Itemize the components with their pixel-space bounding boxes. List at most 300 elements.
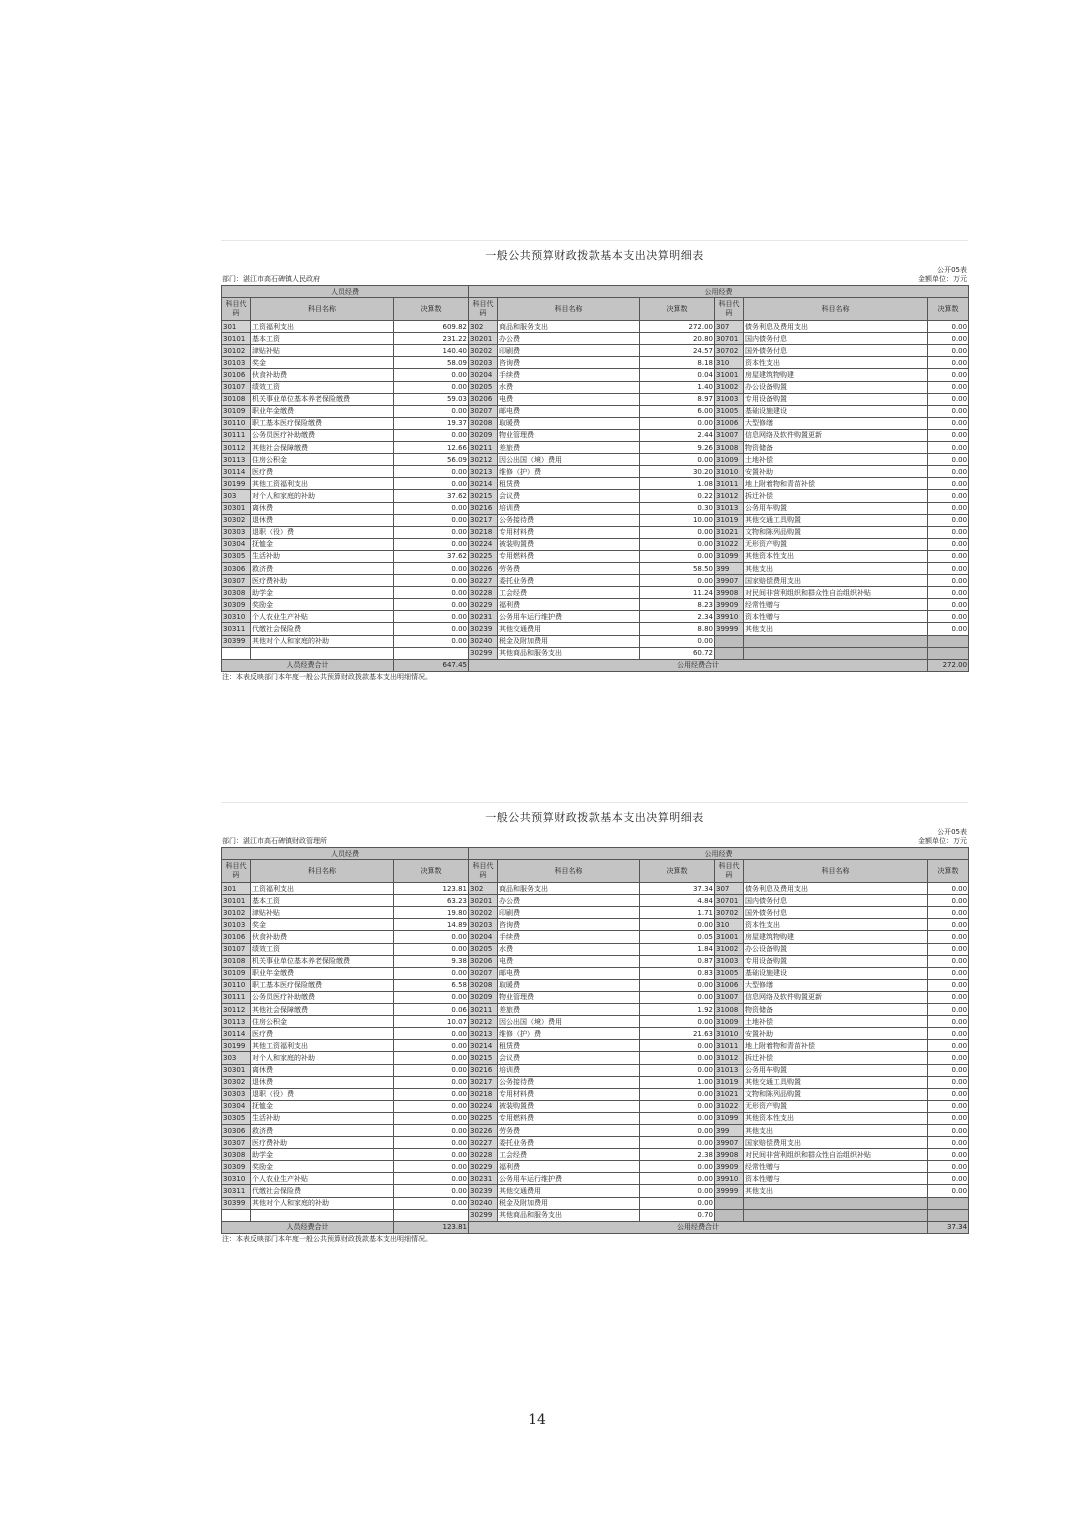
item-amount: 0.00 bbox=[394, 1040, 469, 1052]
item-name: 住房公积金 bbox=[251, 1016, 394, 1028]
item-name: 工资福利支出 bbox=[251, 321, 394, 333]
item-amount: 0.00 bbox=[928, 562, 969, 574]
item-amount bbox=[928, 1209, 969, 1221]
unit-label: 金额单位：万元 bbox=[918, 837, 967, 845]
item-amount: 14.89 bbox=[394, 919, 469, 931]
item-code: 30229 bbox=[469, 1161, 498, 1173]
item-name: 离休费 bbox=[251, 502, 394, 514]
item-amount: 0.00 bbox=[928, 1040, 969, 1052]
item-name: 办公费 bbox=[498, 895, 640, 907]
item-code: 30106 bbox=[222, 931, 251, 943]
item-code: 30205 bbox=[469, 943, 498, 955]
item-amount: 11.24 bbox=[640, 587, 715, 599]
item-amount: 140.40 bbox=[394, 345, 469, 357]
item-name: 奖励金 bbox=[251, 599, 394, 611]
item-name: 咨询费 bbox=[498, 357, 640, 369]
item-amount: 0.00 bbox=[394, 575, 469, 587]
table-row bbox=[222, 466, 969, 478]
item-amount: 0.00 bbox=[928, 1112, 969, 1124]
item-name: 地上附着物和青苗补偿 bbox=[744, 1040, 928, 1052]
item-code: 31099 bbox=[715, 550, 744, 562]
item-amount: 1.00 bbox=[640, 1076, 715, 1088]
item-amount: 37.62 bbox=[394, 550, 469, 562]
item-name: 土地补偿 bbox=[744, 1016, 928, 1028]
item-amount: 0.00 bbox=[640, 1040, 715, 1052]
item-amount: 59.03 bbox=[394, 393, 469, 405]
item-amount: 1.84 bbox=[640, 943, 715, 955]
item-name: 专用燃料费 bbox=[498, 550, 640, 562]
item-code: 30217 bbox=[469, 1076, 498, 1088]
header-amount: 决算数 bbox=[394, 860, 469, 883]
item-code: 30213 bbox=[469, 1028, 498, 1040]
item-code: 31010 bbox=[715, 466, 744, 478]
header-code: 科目代码 bbox=[222, 298, 251, 321]
table-row bbox=[222, 502, 969, 514]
item-amount: 0.00 bbox=[640, 1197, 715, 1209]
item-code: 301 bbox=[222, 883, 251, 895]
item-amount: 10.07 bbox=[394, 1016, 469, 1028]
table-row bbox=[222, 1185, 969, 1197]
item-name: 其他商品和服务支出 bbox=[498, 647, 640, 659]
item-amount: 0.05 bbox=[640, 931, 715, 943]
item-name: 职工基本医疗保险缴费 bbox=[251, 979, 394, 991]
table-row bbox=[222, 599, 969, 611]
item-code: 30229 bbox=[469, 599, 498, 611]
item-amount: 0.00 bbox=[928, 357, 969, 369]
table-row bbox=[222, 883, 969, 895]
item-amount: 56.09 bbox=[394, 454, 469, 466]
item-amount: 0.00 bbox=[640, 454, 715, 466]
item-name: 物资储备 bbox=[744, 1004, 928, 1016]
item-code: 30308 bbox=[222, 587, 251, 599]
table-row bbox=[222, 1161, 969, 1173]
item-code: 30227 bbox=[469, 575, 498, 587]
item-amount: 0.00 bbox=[394, 405, 469, 417]
item-name: 奖金 bbox=[251, 357, 394, 369]
item-name: 其他支出 bbox=[744, 1185, 928, 1197]
item-amount: 0.00 bbox=[928, 429, 969, 441]
item-name: 退职（役）费 bbox=[251, 526, 394, 538]
table-row bbox=[222, 478, 969, 490]
item-amount: 0.00 bbox=[928, 466, 969, 478]
item-amount bbox=[394, 647, 469, 659]
item-amount: 0.00 bbox=[640, 1052, 715, 1064]
item-code: 30306 bbox=[222, 562, 251, 574]
item-name: 手续费 bbox=[498, 369, 640, 381]
table-title: 一般公共预算财政拨款基本支出决算明细表 bbox=[485, 811, 704, 824]
item-amount: 0.00 bbox=[394, 1124, 469, 1136]
item-code: 30701 bbox=[715, 895, 744, 907]
item-name: 差旅费 bbox=[498, 1004, 640, 1016]
item-code: 30207 bbox=[469, 405, 498, 417]
item-name: 会议费 bbox=[498, 1052, 640, 1064]
item-code: 39909 bbox=[715, 599, 744, 611]
item-amount: 0.00 bbox=[928, 1149, 969, 1161]
item-code: 30201 bbox=[469, 333, 498, 345]
item-name: 国内债务付息 bbox=[744, 895, 928, 907]
table-row bbox=[222, 967, 969, 979]
table-row bbox=[222, 611, 969, 623]
item-name: 退休费 bbox=[251, 514, 394, 526]
item-amount: 0.00 bbox=[928, 321, 969, 333]
item-amount: 0.00 bbox=[394, 514, 469, 526]
item-code: 30113 bbox=[222, 1016, 251, 1028]
item-amount: 0.00 bbox=[928, 478, 969, 490]
item-code: 30311 bbox=[222, 623, 251, 635]
item-code: 31022 bbox=[715, 1100, 744, 1112]
item-amount: 0.00 bbox=[394, 635, 469, 647]
item-code: 30310 bbox=[222, 611, 251, 623]
item-code: 31019 bbox=[715, 514, 744, 526]
item-amount: 0.00 bbox=[640, 1112, 715, 1124]
item-name: 医疗费补助 bbox=[251, 1137, 394, 1149]
item-amount: 0.00 bbox=[928, 895, 969, 907]
item-code: 30228 bbox=[469, 587, 498, 599]
item-amount: 0.00 bbox=[928, 369, 969, 381]
item-code: 30240 bbox=[469, 1197, 498, 1209]
item-amount: 0.00 bbox=[928, 333, 969, 345]
item-name: 基本工资 bbox=[251, 895, 394, 907]
item-amount: 0.00 bbox=[394, 1100, 469, 1112]
item-code bbox=[715, 1209, 744, 1221]
item-name: 机关事业单位基本养老保险缴费 bbox=[251, 393, 394, 405]
item-name: 国内债务付息 bbox=[744, 333, 928, 345]
top-rule bbox=[221, 802, 968, 809]
table-row bbox=[222, 1088, 969, 1100]
item-code: 30202 bbox=[469, 907, 498, 919]
item-name: 委托业务费 bbox=[498, 575, 640, 587]
item-name: 其他资本性支出 bbox=[744, 550, 928, 562]
item-amount: 4.84 bbox=[640, 895, 715, 907]
item-name: 其他商品和服务支出 bbox=[498, 1209, 640, 1221]
item-name: 住房公积金 bbox=[251, 454, 394, 466]
item-name: 物业管理费 bbox=[498, 991, 640, 1003]
item-name: 工会经费 bbox=[498, 1149, 640, 1161]
table-row bbox=[222, 647, 969, 659]
item-name: 劳务费 bbox=[498, 1124, 640, 1136]
item-name: 电费 bbox=[498, 393, 640, 405]
item-name: 租赁费 bbox=[498, 1040, 640, 1052]
table-note: 注：本表反映部门本年度一般公共预算财政拨款基本支出明细情况。 bbox=[222, 1234, 432, 1243]
item-amount: 0.00 bbox=[394, 1173, 469, 1185]
item-name: 被装购置费 bbox=[498, 538, 640, 550]
item-code bbox=[222, 1209, 251, 1221]
header-amount: 决算数 bbox=[928, 298, 969, 321]
item-name: 税金及附加费用 bbox=[498, 1197, 640, 1209]
item-code: 310 bbox=[715, 919, 744, 931]
item-code: 30111 bbox=[222, 429, 251, 441]
item-code: 39908 bbox=[715, 1149, 744, 1161]
item-code: 30307 bbox=[222, 1137, 251, 1149]
item-name: 国外债务付息 bbox=[744, 907, 928, 919]
total-public-value: 37.34 bbox=[928, 1221, 969, 1233]
item-code: 302 bbox=[469, 883, 498, 895]
item-code: 30206 bbox=[469, 955, 498, 967]
item-amount: 0.00 bbox=[394, 991, 469, 1003]
budget-table-2 bbox=[221, 808, 968, 1244]
item-name: 经常性赠与 bbox=[744, 599, 928, 611]
item-amount: 0.00 bbox=[928, 623, 969, 635]
item-code: 30212 bbox=[469, 1016, 498, 1028]
item-code: 30303 bbox=[222, 1088, 251, 1100]
item-code: 31012 bbox=[715, 1052, 744, 1064]
item-name: 安置补助 bbox=[744, 1028, 928, 1040]
item-name: 对个人和家庭的补助 bbox=[251, 1052, 394, 1064]
item-amount: 0.00 bbox=[928, 1124, 969, 1136]
item-name: 委托业务费 bbox=[498, 1137, 640, 1149]
item-amount: 60.72 bbox=[640, 647, 715, 659]
item-code: 30239 bbox=[469, 623, 498, 635]
item-code: 31002 bbox=[715, 381, 744, 393]
item-amount: 0.00 bbox=[928, 599, 969, 611]
item-code: 30107 bbox=[222, 381, 251, 393]
item-name: 取暖费 bbox=[498, 417, 640, 429]
item-code: 30227 bbox=[469, 1137, 498, 1149]
item-name: 债务利息及费用支出 bbox=[744, 883, 928, 895]
item-name: 公务用车运行维护费 bbox=[498, 611, 640, 623]
item-code: 31099 bbox=[715, 1112, 744, 1124]
item-code: 30199 bbox=[222, 478, 251, 490]
item-code: 30201 bbox=[469, 895, 498, 907]
item-code: 31007 bbox=[715, 429, 744, 441]
item-amount: 0.00 bbox=[928, 611, 969, 623]
item-name: 专用材料费 bbox=[498, 1088, 640, 1100]
item-name: 其他支出 bbox=[744, 1124, 928, 1136]
item-amount: 8.18 bbox=[640, 357, 715, 369]
expenditure-table bbox=[221, 847, 969, 1234]
item-amount: 0.00 bbox=[928, 955, 969, 967]
table-row bbox=[222, 979, 969, 991]
group-public: 公用经费 bbox=[469, 286, 969, 298]
item-code: 31003 bbox=[715, 393, 744, 405]
column-header-row bbox=[222, 298, 969, 321]
item-amount: 0.00 bbox=[928, 1076, 969, 1088]
item-code: 30208 bbox=[469, 417, 498, 429]
item-amount: 8.80 bbox=[640, 623, 715, 635]
item-code: 30305 bbox=[222, 1112, 251, 1124]
total-personnel-value: 123.81 bbox=[394, 1221, 469, 1233]
item-name: 无形资产购置 bbox=[744, 538, 928, 550]
item-code: 30112 bbox=[222, 442, 251, 454]
table-title: 一般公共预算财政拨款基本支出决算明细表 bbox=[485, 249, 704, 262]
item-code: 30109 bbox=[222, 405, 251, 417]
item-amount: 8.23 bbox=[640, 599, 715, 611]
table-row bbox=[222, 442, 969, 454]
item-code: 30110 bbox=[222, 979, 251, 991]
item-code: 30399 bbox=[222, 1197, 251, 1209]
item-name: 医疗费 bbox=[251, 466, 394, 478]
item-code: 31002 bbox=[715, 943, 744, 955]
item-name: 其他交通费用 bbox=[498, 1185, 640, 1197]
item-code: 31010 bbox=[715, 1028, 744, 1040]
item-name: 房屋建筑物购建 bbox=[744, 931, 928, 943]
item-code: 30203 bbox=[469, 919, 498, 931]
item-code: 30309 bbox=[222, 1161, 251, 1173]
item-code: 30110 bbox=[222, 417, 251, 429]
item-amount: 2.38 bbox=[640, 1149, 715, 1161]
item-amount: 0.00 bbox=[928, 1052, 969, 1064]
item-amount: 0.00 bbox=[640, 1161, 715, 1173]
item-code: 303 bbox=[222, 490, 251, 502]
item-code: 30103 bbox=[222, 919, 251, 931]
item-name: 文物和陈列品购置 bbox=[744, 1088, 928, 1100]
item-amount: 0.00 bbox=[640, 575, 715, 587]
item-code: 301 bbox=[222, 321, 251, 333]
table-row bbox=[222, 333, 969, 345]
item-name: 抚恤金 bbox=[251, 1100, 394, 1112]
item-code: 31008 bbox=[715, 1004, 744, 1016]
item-code: 30225 bbox=[469, 550, 498, 562]
table-row bbox=[222, 1076, 969, 1088]
item-name: 资本性赠与 bbox=[744, 1173, 928, 1185]
item-code: 30112 bbox=[222, 1004, 251, 1016]
item-code: 30103 bbox=[222, 357, 251, 369]
item-code: 30218 bbox=[469, 1088, 498, 1100]
item-name: 其他资本性支出 bbox=[744, 1112, 928, 1124]
item-amount: 0.00 bbox=[394, 587, 469, 599]
item-name: 资本性赠与 bbox=[744, 611, 928, 623]
item-code: 30228 bbox=[469, 1149, 498, 1161]
item-name: 手续费 bbox=[498, 931, 640, 943]
column-header-row bbox=[222, 860, 969, 883]
item-name: 医疗费补助 bbox=[251, 575, 394, 587]
item-amount: 0.00 bbox=[640, 635, 715, 647]
item-amount: 0.00 bbox=[928, 943, 969, 955]
item-code: 302 bbox=[469, 321, 498, 333]
item-name: 公务接待费 bbox=[498, 514, 640, 526]
total-public-label: 公用经费合计 bbox=[469, 1221, 928, 1233]
item-code: 39910 bbox=[715, 611, 744, 623]
item-code: 30207 bbox=[469, 967, 498, 979]
item-name: 无形资产购置 bbox=[744, 1100, 928, 1112]
item-name: 电费 bbox=[498, 955, 640, 967]
item-name: 公务员医疗补助缴费 bbox=[251, 429, 394, 441]
item-code: 30209 bbox=[469, 429, 498, 441]
header-code: 科目代码 bbox=[469, 298, 498, 321]
table-row bbox=[222, 1064, 969, 1076]
item-code: 30306 bbox=[222, 1124, 251, 1136]
item-name: 伙食补助费 bbox=[251, 931, 394, 943]
table-row bbox=[222, 1040, 969, 1052]
item-name: 其他交通费用 bbox=[498, 623, 640, 635]
item-code: 399 bbox=[715, 1124, 744, 1136]
item-name: 助学金 bbox=[251, 587, 394, 599]
item-name: 其他对个人和家庭的补助 bbox=[251, 1197, 394, 1209]
item-name: 办公费 bbox=[498, 333, 640, 345]
item-amount: 9.26 bbox=[640, 442, 715, 454]
item-amount: 123.81 bbox=[394, 883, 469, 895]
item-amount: 0.00 bbox=[394, 1076, 469, 1088]
item-name: 资本性支出 bbox=[744, 357, 928, 369]
item-amount: 0.00 bbox=[928, 1016, 969, 1028]
item-code: 30216 bbox=[469, 502, 498, 514]
item-amount: 0.00 bbox=[928, 1137, 969, 1149]
item-code: 39910 bbox=[715, 1173, 744, 1185]
item-code: 30305 bbox=[222, 550, 251, 562]
item-name: 其他工资福利支出 bbox=[251, 478, 394, 490]
item-code: 30225 bbox=[469, 1112, 498, 1124]
table-row bbox=[222, 1209, 969, 1221]
item-code: 30209 bbox=[469, 991, 498, 1003]
item-name bbox=[744, 1209, 928, 1221]
item-amount: 0.00 bbox=[394, 562, 469, 574]
table-row bbox=[222, 991, 969, 1003]
table-row bbox=[222, 575, 969, 587]
item-amount: 8.97 bbox=[640, 393, 715, 405]
item-code: 31013 bbox=[715, 1064, 744, 1076]
item-amount: 24.57 bbox=[640, 345, 715, 357]
item-code: 30102 bbox=[222, 345, 251, 357]
item-amount bbox=[928, 1197, 969, 1209]
table-row bbox=[222, 393, 969, 405]
item-amount: 19.37 bbox=[394, 417, 469, 429]
item-name: 经常性赠与 bbox=[744, 1161, 928, 1173]
item-name: 专用设备购置 bbox=[744, 393, 928, 405]
item-code: 39999 bbox=[715, 623, 744, 635]
item-name bbox=[251, 1209, 394, 1221]
item-amount: 0.00 bbox=[928, 538, 969, 550]
group-public: 公用经费 bbox=[469, 848, 969, 860]
item-amount bbox=[928, 647, 969, 659]
item-code: 30206 bbox=[469, 393, 498, 405]
item-name: 公务用车购置 bbox=[744, 502, 928, 514]
table-row bbox=[222, 321, 969, 333]
item-code: 31022 bbox=[715, 538, 744, 550]
table-row bbox=[222, 1016, 969, 1028]
item-amount: 0.00 bbox=[928, 454, 969, 466]
item-code: 30213 bbox=[469, 466, 498, 478]
header-amount: 决算数 bbox=[928, 860, 969, 883]
item-code: 30303 bbox=[222, 526, 251, 538]
table-row bbox=[222, 1137, 969, 1149]
item-code: 30212 bbox=[469, 454, 498, 466]
item-amount: 2.44 bbox=[640, 429, 715, 441]
item-amount: 10.00 bbox=[640, 514, 715, 526]
item-name: 土地补偿 bbox=[744, 454, 928, 466]
item-name: 维修（护）费 bbox=[498, 1028, 640, 1040]
item-code: 30205 bbox=[469, 381, 498, 393]
total-public-label: 公用经费合计 bbox=[469, 659, 928, 671]
total-personnel-label: 人员经费合计 bbox=[222, 659, 394, 671]
item-code: 30106 bbox=[222, 369, 251, 381]
item-amount: 0.00 bbox=[640, 919, 715, 931]
item-code: 30304 bbox=[222, 538, 251, 550]
item-amount: 1.71 bbox=[640, 907, 715, 919]
item-amount: 6.58 bbox=[394, 979, 469, 991]
item-amount: 1.92 bbox=[640, 1004, 715, 1016]
item-code: 30231 bbox=[469, 1173, 498, 1185]
item-code: 30214 bbox=[469, 478, 498, 490]
item-amount: 0.00 bbox=[928, 345, 969, 357]
total-personnel-label: 人员经费合计 bbox=[222, 1221, 394, 1233]
item-code: 30114 bbox=[222, 466, 251, 478]
item-code: 39999 bbox=[715, 1185, 744, 1197]
item-code: 31009 bbox=[715, 1016, 744, 1028]
item-name: 其他工资福利支出 bbox=[251, 1040, 394, 1052]
item-amount: 0.22 bbox=[640, 490, 715, 502]
item-amount: 0.00 bbox=[928, 393, 969, 405]
item-name: 其他对个人和家庭的补助 bbox=[251, 635, 394, 647]
item-code: 30107 bbox=[222, 943, 251, 955]
item-amount: 0.00 bbox=[394, 478, 469, 490]
item-name: 国家赔偿费用支出 bbox=[744, 1137, 928, 1149]
form-number: 公开05表 bbox=[937, 266, 967, 274]
item-code bbox=[715, 635, 744, 647]
table-row bbox=[222, 405, 969, 417]
item-code bbox=[715, 647, 744, 659]
item-name: 安置补助 bbox=[744, 466, 928, 478]
item-amount: 0.00 bbox=[928, 502, 969, 514]
